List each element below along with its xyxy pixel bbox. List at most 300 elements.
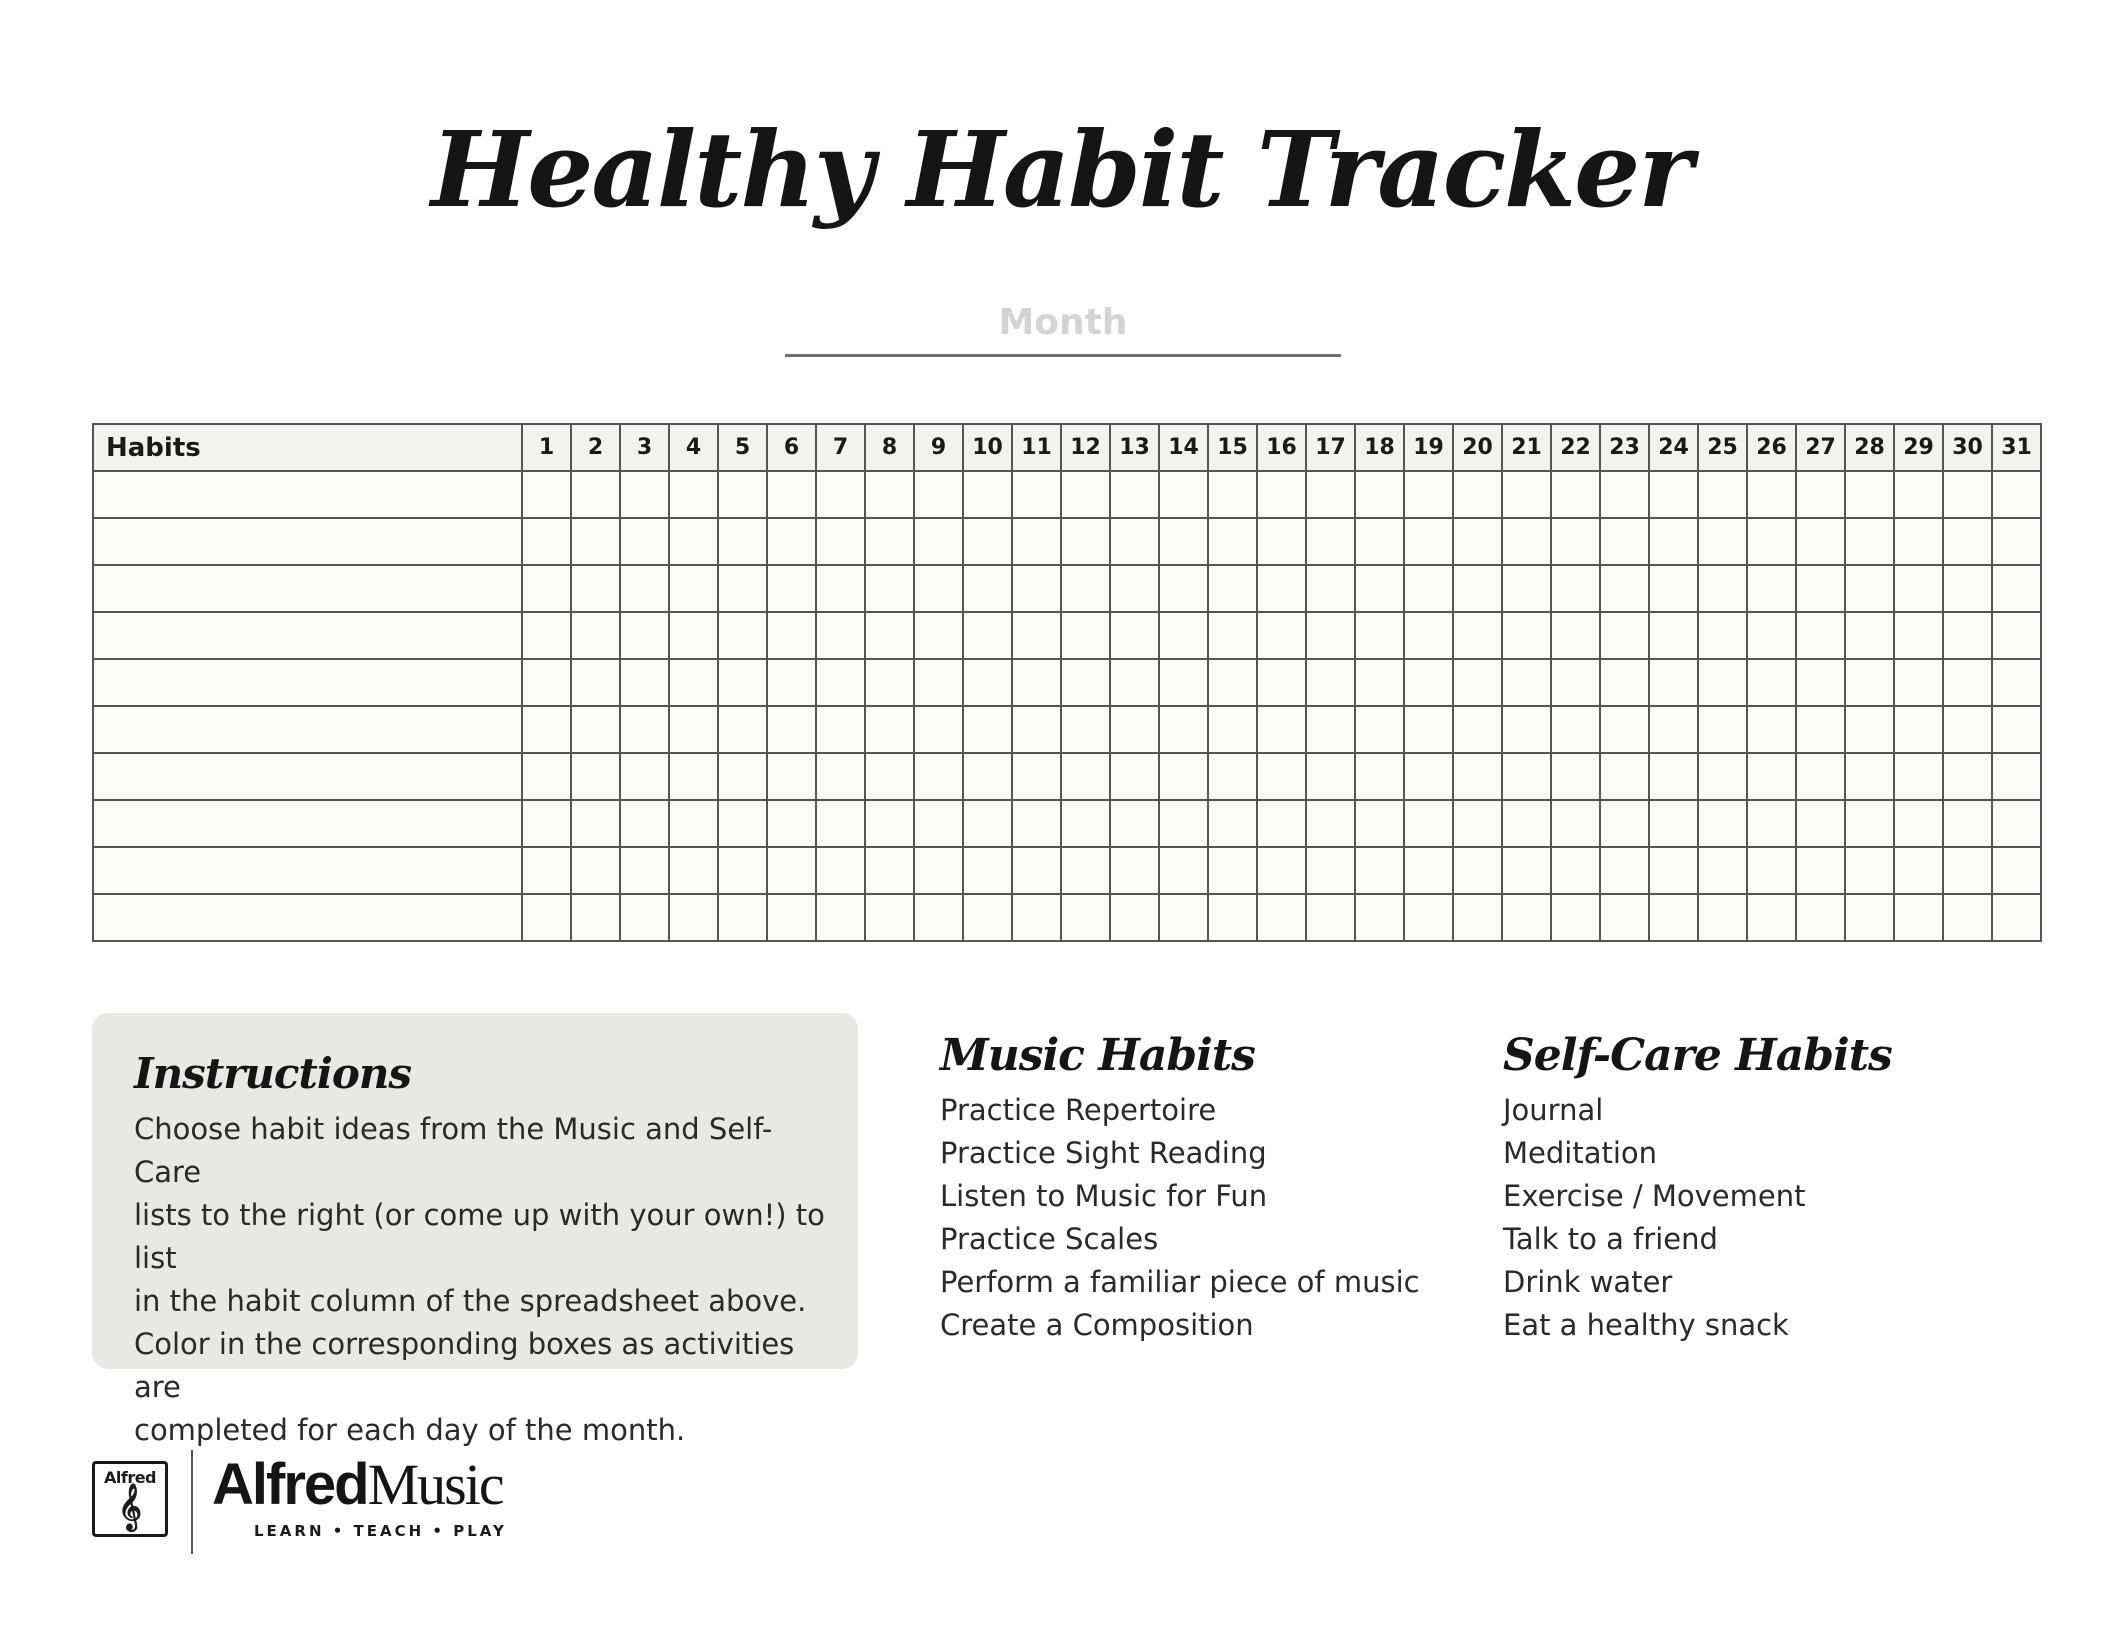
day-checkbox-cell[interactable] — [1110, 565, 1159, 612]
day-checkbox-cell[interactable] — [718, 659, 767, 706]
day-checkbox-cell[interactable] — [914, 612, 963, 659]
day-checkbox-cell[interactable] — [1159, 518, 1208, 565]
day-checkbox-cell[interactable] — [571, 471, 620, 518]
day-checkbox-cell[interactable] — [1110, 471, 1159, 518]
day-checkbox-cell[interactable] — [1992, 565, 2041, 612]
day-checkbox-cell[interactable] — [1502, 847, 1551, 894]
day-checkbox-cell[interactable] — [1551, 659, 1600, 706]
day-checkbox-cell[interactable] — [1600, 659, 1649, 706]
day-checkbox-cell[interactable] — [1796, 471, 1845, 518]
day-checkbox-cell[interactable] — [1943, 471, 1992, 518]
day-checkbox-cell[interactable] — [1355, 518, 1404, 565]
day-checkbox-cell[interactable] — [1159, 612, 1208, 659]
day-checkbox-cell[interactable] — [1796, 518, 1845, 565]
day-checkbox-cell[interactable] — [1257, 612, 1306, 659]
habit-name-cell[interactable] — [93, 612, 522, 659]
day-checkbox-cell[interactable] — [718, 612, 767, 659]
day-checkbox-cell[interactable] — [571, 753, 620, 800]
day-checkbox-cell[interactable] — [1012, 471, 1061, 518]
day-checkbox-cell[interactable] — [620, 471, 669, 518]
day-checkbox-cell[interactable] — [914, 753, 963, 800]
day-checkbox-cell[interactable] — [1061, 847, 1110, 894]
day-checkbox-cell[interactable] — [669, 847, 718, 894]
day-checkbox-cell[interactable] — [1992, 753, 2041, 800]
day-checkbox-cell[interactable] — [1110, 753, 1159, 800]
day-checkbox-cell[interactable] — [1208, 800, 1257, 847]
day-checkbox-cell[interactable] — [718, 847, 767, 894]
day-checkbox-cell[interactable] — [1306, 800, 1355, 847]
day-checkbox-cell[interactable] — [1404, 847, 1453, 894]
day-checkbox-cell[interactable] — [571, 800, 620, 847]
day-checkbox-cell[interactable] — [767, 753, 816, 800]
day-checkbox-cell[interactable] — [963, 847, 1012, 894]
day-checkbox-cell[interactable] — [865, 565, 914, 612]
day-checkbox-cell[interactable] — [1600, 565, 1649, 612]
day-checkbox-cell[interactable] — [1355, 612, 1404, 659]
day-checkbox-cell[interactable] — [767, 612, 816, 659]
day-checkbox-cell[interactable] — [1747, 894, 1796, 941]
day-checkbox-cell[interactable] — [1453, 612, 1502, 659]
day-checkbox-cell[interactable] — [767, 565, 816, 612]
day-checkbox-cell[interactable] — [1600, 753, 1649, 800]
day-checkbox-cell[interactable] — [620, 659, 669, 706]
day-checkbox-cell[interactable] — [767, 800, 816, 847]
day-checkbox-cell[interactable] — [718, 706, 767, 753]
day-checkbox-cell[interactable] — [620, 800, 669, 847]
day-checkbox-cell[interactable] — [816, 800, 865, 847]
month-input-line[interactable] — [785, 354, 1341, 357]
day-checkbox-cell[interactable] — [1061, 706, 1110, 753]
day-checkbox-cell[interactable] — [1649, 706, 1698, 753]
day-checkbox-cell[interactable] — [1208, 471, 1257, 518]
day-checkbox-cell[interactable] — [865, 800, 914, 847]
day-checkbox-cell[interactable] — [718, 518, 767, 565]
day-checkbox-cell[interactable] — [718, 894, 767, 941]
day-checkbox-cell[interactable] — [1502, 706, 1551, 753]
day-checkbox-cell[interactable] — [963, 518, 1012, 565]
day-checkbox-cell[interactable] — [1992, 518, 2041, 565]
day-checkbox-cell[interactable] — [1894, 753, 1943, 800]
day-checkbox-cell[interactable] — [1943, 753, 1992, 800]
day-checkbox-cell[interactable] — [1992, 847, 2041, 894]
day-checkbox-cell[interactable] — [522, 471, 571, 518]
day-checkbox-cell[interactable] — [1355, 706, 1404, 753]
habit-name-cell[interactable] — [93, 800, 522, 847]
day-checkbox-cell[interactable] — [1110, 659, 1159, 706]
day-checkbox-cell[interactable] — [1894, 612, 1943, 659]
day-checkbox-cell[interactable] — [1992, 800, 2041, 847]
day-checkbox-cell[interactable] — [1551, 518, 1600, 565]
day-checkbox-cell[interactable] — [522, 518, 571, 565]
day-checkbox-cell[interactable] — [620, 565, 669, 612]
day-checkbox-cell[interactable] — [1306, 612, 1355, 659]
day-checkbox-cell[interactable] — [1208, 847, 1257, 894]
day-checkbox-cell[interactable] — [865, 471, 914, 518]
day-checkbox-cell[interactable] — [1502, 471, 1551, 518]
day-checkbox-cell[interactable] — [1649, 565, 1698, 612]
day-checkbox-cell[interactable] — [571, 518, 620, 565]
day-checkbox-cell[interactable] — [1208, 706, 1257, 753]
day-checkbox-cell[interactable] — [1698, 800, 1747, 847]
day-checkbox-cell[interactable] — [1257, 518, 1306, 565]
day-checkbox-cell[interactable] — [1943, 894, 1992, 941]
day-checkbox-cell[interactable] — [1943, 847, 1992, 894]
day-checkbox-cell[interactable] — [1061, 565, 1110, 612]
day-checkbox-cell[interactable] — [1110, 518, 1159, 565]
day-checkbox-cell[interactable] — [1110, 847, 1159, 894]
day-checkbox-cell[interactable] — [1159, 706, 1208, 753]
day-checkbox-cell[interactable] — [1404, 659, 1453, 706]
day-checkbox-cell[interactable] — [1502, 518, 1551, 565]
day-checkbox-cell[interactable] — [1845, 706, 1894, 753]
day-checkbox-cell[interactable] — [1404, 706, 1453, 753]
day-checkbox-cell[interactable] — [1845, 800, 1894, 847]
day-checkbox-cell[interactable] — [1551, 847, 1600, 894]
day-checkbox-cell[interactable] — [1747, 659, 1796, 706]
day-checkbox-cell[interactable] — [1355, 847, 1404, 894]
day-checkbox-cell[interactable] — [1110, 894, 1159, 941]
day-checkbox-cell[interactable] — [1894, 800, 1943, 847]
day-checkbox-cell[interactable] — [1894, 659, 1943, 706]
day-checkbox-cell[interactable] — [620, 518, 669, 565]
day-checkbox-cell[interactable] — [1012, 894, 1061, 941]
day-checkbox-cell[interactable] — [1061, 800, 1110, 847]
day-checkbox-cell[interactable] — [1404, 894, 1453, 941]
day-checkbox-cell[interactable] — [963, 706, 1012, 753]
day-checkbox-cell[interactable] — [571, 565, 620, 612]
day-checkbox-cell[interactable] — [1698, 659, 1747, 706]
day-checkbox-cell[interactable] — [816, 894, 865, 941]
day-checkbox-cell[interactable] — [718, 471, 767, 518]
day-checkbox-cell[interactable] — [1796, 706, 1845, 753]
day-checkbox-cell[interactable] — [1502, 753, 1551, 800]
day-checkbox-cell[interactable] — [1208, 612, 1257, 659]
day-checkbox-cell[interactable] — [1649, 612, 1698, 659]
habit-name-cell[interactable] — [93, 659, 522, 706]
day-checkbox-cell[interactable] — [1355, 659, 1404, 706]
day-checkbox-cell[interactable] — [1747, 612, 1796, 659]
day-checkbox-cell[interactable] — [1796, 847, 1845, 894]
day-checkbox-cell[interactable] — [963, 612, 1012, 659]
day-checkbox-cell[interactable] — [522, 847, 571, 894]
day-checkbox-cell[interactable] — [1061, 753, 1110, 800]
day-checkbox-cell[interactable] — [1747, 565, 1796, 612]
day-checkbox-cell[interactable] — [1992, 471, 2041, 518]
day-checkbox-cell[interactable] — [1208, 659, 1257, 706]
day-checkbox-cell[interactable] — [963, 753, 1012, 800]
habit-name-cell[interactable] — [93, 706, 522, 753]
day-checkbox-cell[interactable] — [1894, 894, 1943, 941]
day-checkbox-cell[interactable] — [1159, 565, 1208, 612]
day-checkbox-cell[interactable] — [1649, 659, 1698, 706]
day-checkbox-cell[interactable] — [718, 753, 767, 800]
day-checkbox-cell[interactable] — [1845, 471, 1894, 518]
day-checkbox-cell[interactable] — [1208, 518, 1257, 565]
day-checkbox-cell[interactable] — [865, 518, 914, 565]
day-checkbox-cell[interactable] — [1306, 847, 1355, 894]
day-checkbox-cell[interactable] — [865, 753, 914, 800]
day-checkbox-cell[interactable] — [1943, 518, 1992, 565]
day-checkbox-cell[interactable] — [1159, 847, 1208, 894]
day-checkbox-cell[interactable] — [571, 706, 620, 753]
day-checkbox-cell[interactable] — [571, 847, 620, 894]
day-checkbox-cell[interactable] — [1453, 565, 1502, 612]
day-checkbox-cell[interactable] — [816, 565, 865, 612]
day-checkbox-cell[interactable] — [1208, 894, 1257, 941]
day-checkbox-cell[interactable] — [767, 894, 816, 941]
day-checkbox-cell[interactable] — [1649, 800, 1698, 847]
day-checkbox-cell[interactable] — [620, 847, 669, 894]
day-checkbox-cell[interactable] — [669, 753, 718, 800]
day-checkbox-cell[interactable] — [1159, 753, 1208, 800]
day-checkbox-cell[interactable] — [1845, 612, 1894, 659]
day-checkbox-cell[interactable] — [1257, 847, 1306, 894]
day-checkbox-cell[interactable] — [1404, 612, 1453, 659]
day-checkbox-cell[interactable] — [816, 753, 865, 800]
day-checkbox-cell[interactable] — [1698, 612, 1747, 659]
day-checkbox-cell[interactable] — [1306, 894, 1355, 941]
day-checkbox-cell[interactable] — [767, 471, 816, 518]
day-checkbox-cell[interactable] — [767, 518, 816, 565]
day-checkbox-cell[interactable] — [522, 753, 571, 800]
day-checkbox-cell[interactable] — [1208, 565, 1257, 612]
day-checkbox-cell[interactable] — [816, 659, 865, 706]
day-checkbox-cell[interactable] — [1502, 800, 1551, 847]
day-checkbox-cell[interactable] — [767, 847, 816, 894]
day-checkbox-cell[interactable] — [1698, 518, 1747, 565]
day-checkbox-cell[interactable] — [1796, 565, 1845, 612]
day-checkbox-cell[interactable] — [1453, 847, 1502, 894]
day-checkbox-cell[interactable] — [1600, 471, 1649, 518]
habit-name-cell[interactable] — [93, 518, 522, 565]
day-checkbox-cell[interactable] — [1159, 894, 1208, 941]
day-checkbox-cell[interactable] — [816, 471, 865, 518]
day-checkbox-cell[interactable] — [669, 471, 718, 518]
day-checkbox-cell[interactable] — [1600, 518, 1649, 565]
day-checkbox-cell[interactable] — [1012, 518, 1061, 565]
day-checkbox-cell[interactable] — [1649, 471, 1698, 518]
day-checkbox-cell[interactable] — [1257, 471, 1306, 518]
day-checkbox-cell[interactable] — [1943, 800, 1992, 847]
day-checkbox-cell[interactable] — [1600, 612, 1649, 659]
day-checkbox-cell[interactable] — [1943, 706, 1992, 753]
day-checkbox-cell[interactable] — [669, 659, 718, 706]
day-checkbox-cell[interactable] — [1061, 659, 1110, 706]
day-checkbox-cell[interactable] — [669, 706, 718, 753]
day-checkbox-cell[interactable] — [718, 565, 767, 612]
day-checkbox-cell[interactable] — [1698, 471, 1747, 518]
day-checkbox-cell[interactable] — [1257, 659, 1306, 706]
habit-name-cell[interactable] — [93, 894, 522, 941]
day-checkbox-cell[interactable] — [1257, 706, 1306, 753]
day-checkbox-cell[interactable] — [1404, 518, 1453, 565]
day-checkbox-cell[interactable] — [1551, 894, 1600, 941]
day-checkbox-cell[interactable] — [1061, 471, 1110, 518]
day-checkbox-cell[interactable] — [1649, 847, 1698, 894]
day-checkbox-cell[interactable] — [1992, 659, 2041, 706]
day-checkbox-cell[interactable] — [1355, 894, 1404, 941]
habit-name-cell[interactable] — [93, 847, 522, 894]
day-checkbox-cell[interactable] — [1257, 894, 1306, 941]
day-checkbox-cell[interactable] — [1208, 753, 1257, 800]
day-checkbox-cell[interactable] — [1404, 471, 1453, 518]
day-checkbox-cell[interactable] — [620, 706, 669, 753]
day-checkbox-cell[interactable] — [865, 706, 914, 753]
day-checkbox-cell[interactable] — [1649, 894, 1698, 941]
day-checkbox-cell[interactable] — [1747, 847, 1796, 894]
day-checkbox-cell[interactable] — [1306, 518, 1355, 565]
day-checkbox-cell[interactable] — [1600, 800, 1649, 847]
day-checkbox-cell[interactable] — [1502, 612, 1551, 659]
day-checkbox-cell[interactable] — [963, 800, 1012, 847]
day-checkbox-cell[interactable] — [1453, 894, 1502, 941]
day-checkbox-cell[interactable] — [1698, 565, 1747, 612]
day-checkbox-cell[interactable] — [620, 894, 669, 941]
day-checkbox-cell[interactable] — [1992, 894, 2041, 941]
day-checkbox-cell[interactable] — [963, 565, 1012, 612]
day-checkbox-cell[interactable] — [1159, 471, 1208, 518]
day-checkbox-cell[interactable] — [1110, 800, 1159, 847]
day-checkbox-cell[interactable] — [1453, 471, 1502, 518]
day-checkbox-cell[interactable] — [1649, 518, 1698, 565]
day-checkbox-cell[interactable] — [1698, 706, 1747, 753]
day-checkbox-cell[interactable] — [1747, 471, 1796, 518]
day-checkbox-cell[interactable] — [1943, 659, 1992, 706]
day-checkbox-cell[interactable] — [1012, 847, 1061, 894]
day-checkbox-cell[interactable] — [1845, 518, 1894, 565]
day-checkbox-cell[interactable] — [1600, 706, 1649, 753]
day-checkbox-cell[interactable] — [1453, 706, 1502, 753]
day-checkbox-cell[interactable] — [1355, 565, 1404, 612]
day-checkbox-cell[interactable] — [1012, 612, 1061, 659]
day-checkbox-cell[interactable] — [963, 894, 1012, 941]
day-checkbox-cell[interactable] — [1649, 753, 1698, 800]
day-checkbox-cell[interactable] — [1894, 471, 1943, 518]
day-checkbox-cell[interactable] — [1747, 800, 1796, 847]
day-checkbox-cell[interactable] — [1404, 800, 1453, 847]
day-checkbox-cell[interactable] — [669, 894, 718, 941]
day-checkbox-cell[interactable] — [718, 800, 767, 847]
habit-name-cell[interactable] — [93, 753, 522, 800]
day-checkbox-cell[interactable] — [620, 753, 669, 800]
day-checkbox-cell[interactable] — [1992, 612, 2041, 659]
day-checkbox-cell[interactable] — [1845, 659, 1894, 706]
day-checkbox-cell[interactable] — [767, 659, 816, 706]
day-checkbox-cell[interactable] — [1698, 894, 1747, 941]
day-checkbox-cell[interactable] — [1747, 706, 1796, 753]
day-checkbox-cell[interactable] — [522, 565, 571, 612]
day-checkbox-cell[interactable] — [1453, 659, 1502, 706]
day-checkbox-cell[interactable] — [1894, 706, 1943, 753]
day-checkbox-cell[interactable] — [1894, 847, 1943, 894]
day-checkbox-cell[interactable] — [1012, 753, 1061, 800]
day-checkbox-cell[interactable] — [963, 471, 1012, 518]
day-checkbox-cell[interactable] — [1796, 894, 1845, 941]
day-checkbox-cell[interactable] — [1747, 753, 1796, 800]
day-checkbox-cell[interactable] — [1012, 659, 1061, 706]
day-checkbox-cell[interactable] — [522, 800, 571, 847]
day-checkbox-cell[interactable] — [865, 612, 914, 659]
day-checkbox-cell[interactable] — [1894, 565, 1943, 612]
day-checkbox-cell[interactable] — [1159, 659, 1208, 706]
day-checkbox-cell[interactable] — [914, 706, 963, 753]
day-checkbox-cell[interactable] — [1747, 518, 1796, 565]
day-checkbox-cell[interactable] — [1551, 471, 1600, 518]
day-checkbox-cell[interactable] — [1110, 706, 1159, 753]
day-checkbox-cell[interactable] — [1796, 800, 1845, 847]
day-checkbox-cell[interactable] — [1404, 753, 1453, 800]
day-checkbox-cell[interactable] — [1355, 753, 1404, 800]
day-checkbox-cell[interactable] — [865, 659, 914, 706]
day-checkbox-cell[interactable] — [914, 659, 963, 706]
day-checkbox-cell[interactable] — [767, 706, 816, 753]
day-checkbox-cell[interactable] — [1306, 565, 1355, 612]
day-checkbox-cell[interactable] — [1796, 753, 1845, 800]
day-checkbox-cell[interactable] — [816, 612, 865, 659]
day-checkbox-cell[interactable] — [865, 894, 914, 941]
day-checkbox-cell[interactable] — [1257, 753, 1306, 800]
day-checkbox-cell[interactable] — [816, 847, 865, 894]
day-checkbox-cell[interactable] — [522, 659, 571, 706]
day-checkbox-cell[interactable] — [1600, 847, 1649, 894]
day-checkbox-cell[interactable] — [1012, 706, 1061, 753]
day-checkbox-cell[interactable] — [1306, 471, 1355, 518]
day-checkbox-cell[interactable] — [1012, 800, 1061, 847]
day-checkbox-cell[interactable] — [1698, 847, 1747, 894]
day-checkbox-cell[interactable] — [1061, 894, 1110, 941]
day-checkbox-cell[interactable] — [1502, 565, 1551, 612]
day-checkbox-cell[interactable] — [1453, 753, 1502, 800]
day-checkbox-cell[interactable] — [914, 894, 963, 941]
day-checkbox-cell[interactable] — [1453, 518, 1502, 565]
day-checkbox-cell[interactable] — [914, 518, 963, 565]
day-checkbox-cell[interactable] — [1061, 612, 1110, 659]
day-checkbox-cell[interactable] — [1551, 612, 1600, 659]
day-checkbox-cell[interactable] — [1257, 565, 1306, 612]
day-checkbox-cell[interactable] — [1110, 612, 1159, 659]
day-checkbox-cell[interactable] — [816, 706, 865, 753]
day-checkbox-cell[interactable] — [522, 612, 571, 659]
day-checkbox-cell[interactable] — [1502, 659, 1551, 706]
day-checkbox-cell[interactable] — [620, 612, 669, 659]
day-checkbox-cell[interactable] — [1306, 659, 1355, 706]
day-checkbox-cell[interactable] — [1404, 565, 1453, 612]
day-checkbox-cell[interactable] — [1845, 847, 1894, 894]
day-checkbox-cell[interactable] — [1943, 612, 1992, 659]
day-checkbox-cell[interactable] — [865, 847, 914, 894]
habit-name-cell[interactable] — [93, 471, 522, 518]
day-checkbox-cell[interactable] — [1551, 753, 1600, 800]
day-checkbox-cell[interactable] — [1894, 518, 1943, 565]
day-checkbox-cell[interactable] — [669, 518, 718, 565]
day-checkbox-cell[interactable] — [522, 894, 571, 941]
day-checkbox-cell[interactable] — [571, 612, 620, 659]
day-checkbox-cell[interactable] — [1845, 565, 1894, 612]
day-checkbox-cell[interactable] — [1355, 471, 1404, 518]
day-checkbox-cell[interactable] — [1796, 659, 1845, 706]
day-checkbox-cell[interactable] — [914, 471, 963, 518]
day-checkbox-cell[interactable] — [1306, 706, 1355, 753]
day-checkbox-cell[interactable] — [1257, 800, 1306, 847]
day-checkbox-cell[interactable] — [669, 612, 718, 659]
day-checkbox-cell[interactable] — [1551, 706, 1600, 753]
day-checkbox-cell[interactable] — [914, 800, 963, 847]
day-checkbox-cell[interactable] — [1159, 800, 1208, 847]
day-checkbox-cell[interactable] — [1551, 565, 1600, 612]
day-checkbox-cell[interactable] — [571, 659, 620, 706]
day-checkbox-cell[interactable] — [1600, 894, 1649, 941]
day-checkbox-cell[interactable] — [1061, 518, 1110, 565]
